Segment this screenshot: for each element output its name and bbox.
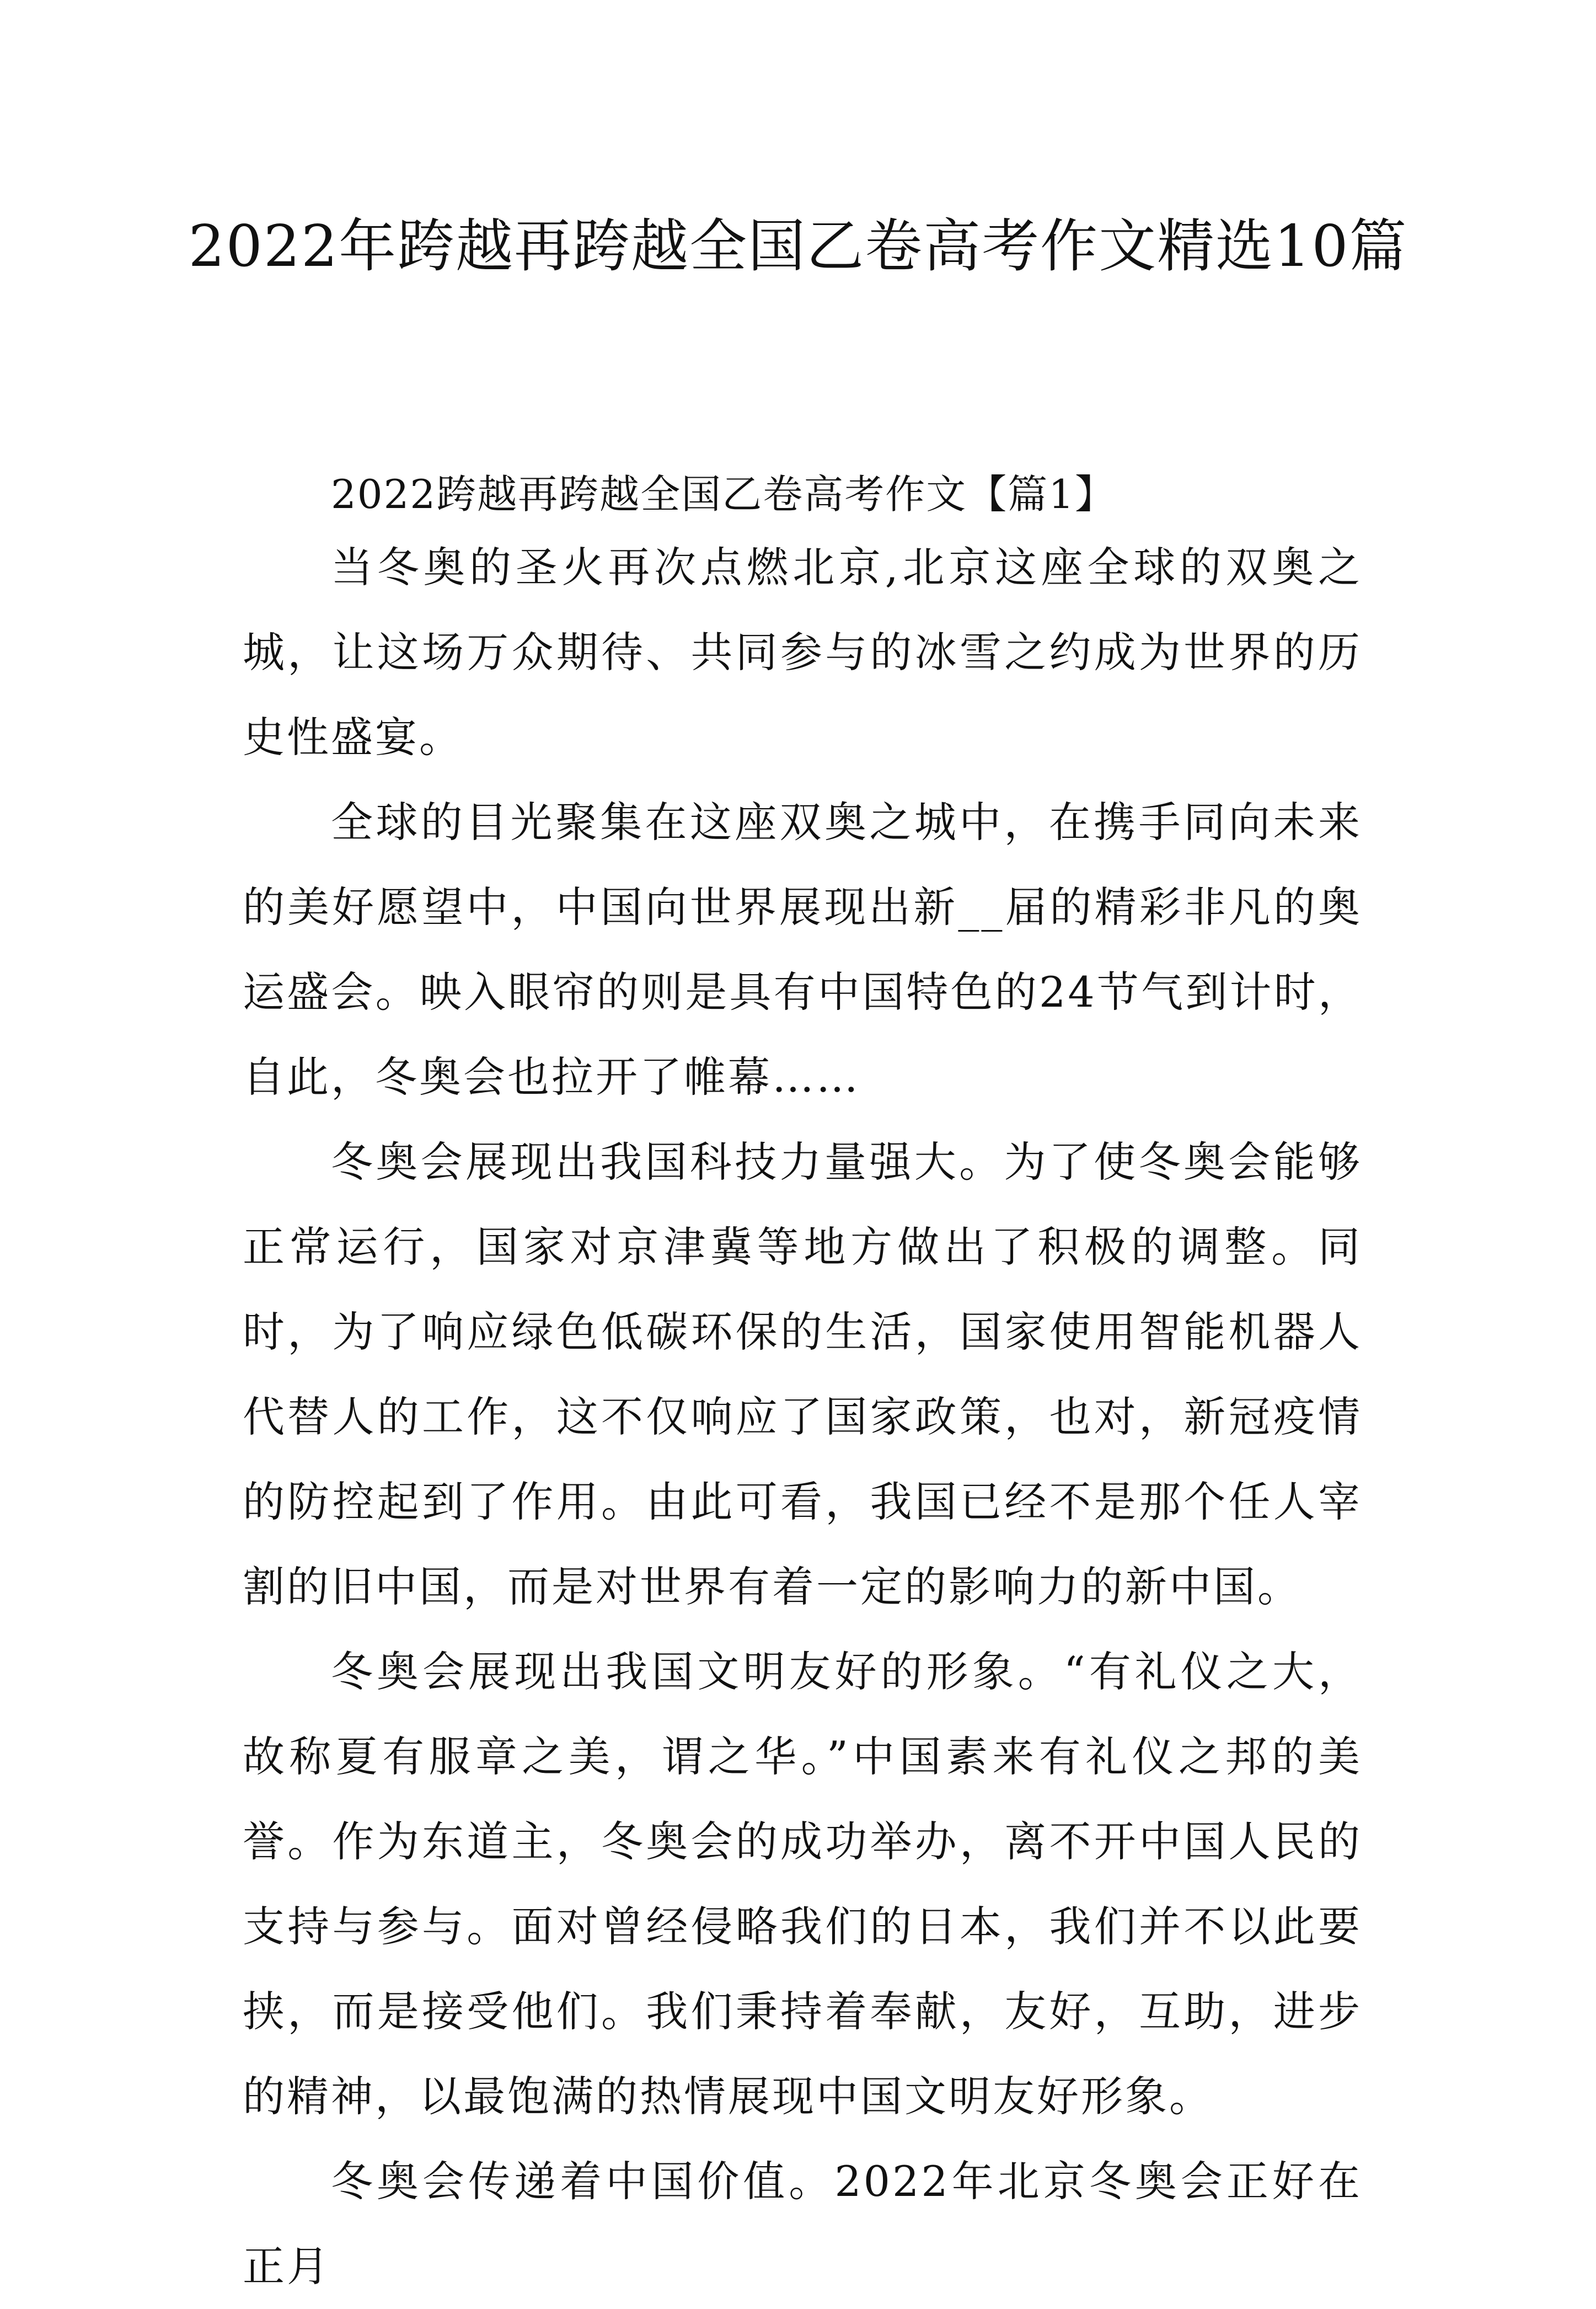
document-body — [243, 463, 1362, 2309]
paragraph-1: 当冬奥的圣火再次点燃北京,北京这座全球的双奥之城，让这场万众期待、共同参与的冰雪之约成为世界的历史性盛宴。 — [243, 543, 1362, 762]
paragraph-2: 全球的目光聚集在这座双奥之城中，在携手同向未来的美好愿望中，中国向世界展现出新__届的精彩非凡的奥运盛会。映入眼帘的则是具有中国特色的24节气到计时，自此，冬奥会也拉开了帷幕…… — [243, 798, 1362, 1102]
paragraph-3: 冬奥会展现出我国科技力量强大。为了使冬奥会能够正常运行，国家对京津冀等地方做出了积极的调整。同时，为了响应绿色低碳环保的生活，国家使用智能机器人代替人的工作，这不仅响应了国家政策，也对，新冠疫情的防控起到了作用。由此可看，我国已经不是那个任人宰割的旧中国，而是对世界有着一定的影响力的新中国。 — [243, 1137, 1362, 1611]
essay-subheading: 2022跨越再跨越全国乙卷高考作文【篇1】 — [331, 471, 1116, 517]
paragraph-5: 冬奥会传递着中国价值。2022年北京冬奥会正好在正月 — [243, 2157, 1362, 2291]
document-title: 2022年跨越再跨越全国乙卷高考作文精选10篇 — [188, 212, 1408, 280]
paragraph-4: 冬奥会展现出我国文明友好的形象。“有礼仪之大，故称夏有服章之美，谓之华。”中国素来有礼仪之邦的美誉。作为东道主，冬奥会的成功举办，离不开中国人民的支持与参与。面对曾经侵略我们的日本，我们并不以此要挟，而是接受他们。我们秉持着奉献，友好，互助，进步的精神，以最饱满的热情展现中国文明友好形象。 — [243, 1647, 1362, 2121]
